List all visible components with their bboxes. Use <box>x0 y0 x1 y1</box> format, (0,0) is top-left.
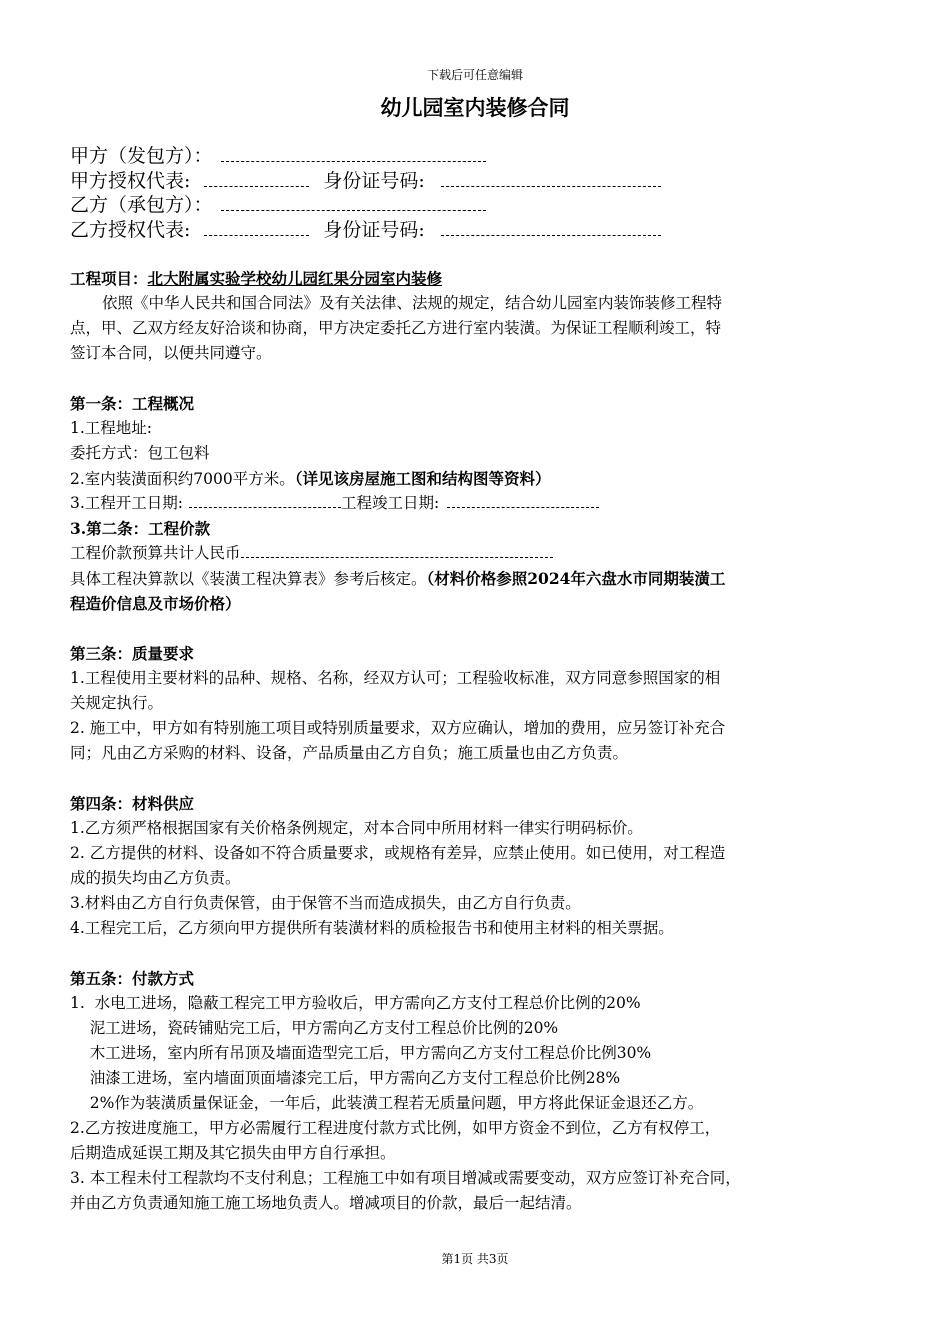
article-5-line: 后期造成延误工期及其它损失由甲方自行承担。 <box>70 1144 396 1162</box>
article-5-line: 3. 本工程未付工程款均不支付利息；工程施工中如有项目增减或需要变动，双方应签订补充合同， <box>70 1169 741 1187</box>
price-reference: （材料价格参照2024年六盘水市同期装潢工 <box>426 569 726 588</box>
area-note: （详见该房屋施工图和结构图等资料） <box>294 469 551 488</box>
article-3-line: 2. 施工中，甲方如有特别施工项目或特别质量要求，双方应确认，增加的费用，应另签订补充合 <box>70 719 726 737</box>
article-2-line-1 <box>70 541 553 566</box>
price-label: 工程价款预算共计人民币 <box>70 544 241 562</box>
start-date-blank[interactable] <box>189 493 341 508</box>
party-b-id-blank[interactable] <box>441 219 661 236</box>
article-5-line: 木工进场，室内所有吊顶及墙面造型完工后，甲方需向乙方支付工程总价比例30% <box>70 1044 652 1062</box>
article-5-line: 1. 水电工进场，隐蔽工程完工甲方验收后，甲方需向乙方支付工程总价比例的20% <box>70 994 641 1012</box>
intro-line-3: 签订本合同，以便共同遵守。 <box>70 344 272 362</box>
party-b-label: 乙方（承包方）： <box>70 194 213 216</box>
party-a-rep-blank[interactable] <box>204 170 309 187</box>
article-5-line: 2%作为装潢质量保证金，一年后，此装潢工程若无质量问题，甲方将此保证金退还乙方。 <box>70 1094 704 1112</box>
party-a-blank[interactable] <box>221 145 486 162</box>
article-5-line: 泥工进场，瓷砖铺贴完工后，甲方需向乙方支付工程总价比例的20% <box>70 1019 559 1037</box>
article-3-title: 第三条：质量要求 <box>70 644 195 663</box>
party-b-rep-label: 乙方授权代表: <box>70 219 191 241</box>
party-b-rep-blank[interactable] <box>204 219 309 236</box>
project-label: 工程项目： <box>70 269 148 288</box>
party-a-label: 甲方（发包方）： <box>70 145 213 167</box>
intro-line-1: 依照《中华人民共和国合同法》及有关法律、法规的规定，结合幼儿园室内装饰装修工程特 <box>102 294 723 312</box>
party-b-rep-line <box>70 218 661 242</box>
article-2-line-3: 程造价信息及市场价格） <box>70 594 241 613</box>
settlement-text: 具体工程决算款以《装潢工程决算表》参考后核定。 <box>70 570 427 588</box>
article-4-line: 成的损失均由乙方负责。 <box>70 869 241 887</box>
article-2-line-2 <box>70 566 725 592</box>
article-4-title: 第四条：材料供应 <box>70 794 195 813</box>
party-a-rep-label: 甲方授权代表: <box>70 170 191 192</box>
article-1-title: 第一条：工程概况 <box>70 394 195 413</box>
article-1-line-2: 委托方式：包工包料 <box>70 444 210 462</box>
party-b-blank[interactable] <box>221 194 486 211</box>
area-text: 2.室内装潢面积约7000平方米。 <box>70 470 295 488</box>
article-5-line: 2.乙方按进度施工，甲方必需履行工程进度付款方式比例，如甲方资金不到位，乙方有权停工， <box>70 1119 721 1137</box>
article-4-line: 2. 乙方提供的材料、设备如不符合质量要求，或规格有差异，应禁止使用。如已使用，对工程造 <box>70 844 726 862</box>
contract-title: 幼儿园室内装修合同 <box>380 96 570 120</box>
article-1-line-4 <box>70 491 599 516</box>
project-line <box>70 266 442 291</box>
id-label-a: 身份证号码: <box>323 170 425 192</box>
end-date-label: 工程竣工日期: <box>341 494 440 512</box>
id-label-b: 身份证号码: <box>323 219 425 241</box>
header-note: 下载后可任意编辑 <box>426 68 523 82</box>
price-blank[interactable] <box>241 543 553 558</box>
party-a-rep-line <box>70 169 661 193</box>
article-1-line-3 <box>70 466 551 492</box>
article-3-line: 关规定执行。 <box>70 694 164 712</box>
page-footer: 第1页 共3页 <box>441 1252 509 1266</box>
article-5-title: 第五条：付款方式 <box>70 969 195 988</box>
article-4-line: 1.乙方须严格根据国家有关价格条例规定，对本合同中所用材料一律实行明码标价。 <box>70 819 643 837</box>
intro-line-2: 点，甲、乙双方经友好洽谈和协商，甲方决定委托乙方进行室内装潢。为保证工程顺利竣工，特 <box>70 319 722 337</box>
party-b-line <box>70 193 486 217</box>
article-4-line: 4.工程完工后，乙方须向甲方提供所有装潢材料的质检报告书和使用主材料的相关票据。 <box>70 919 674 937</box>
end-date-blank[interactable] <box>447 493 599 508</box>
article-3-line: 1.工程使用主要材料的品种、规格、名称，经双方认可；工程验收标准，双方同意参照国家的相 <box>70 669 721 687</box>
article-3-line: 同；凡由乙方采购的材料、设备，产品质量由乙方自负；施工质量也由乙方负责。 <box>70 744 629 762</box>
article-5-line: 油漆工进场，室内墙面顶面墙漆完工后，甲方需向乙方支付工程总价比例28% <box>70 1069 621 1087</box>
article-1-line-1: 1.工程地址: <box>70 419 153 437</box>
party-a-line <box>70 144 486 168</box>
start-date-label: 3.工程开工日期: <box>70 494 184 512</box>
article-2-title: 3.第二条：工程价款 <box>70 519 211 538</box>
article-5-line: 并由乙方负责通知施工施工场地负责人。增减项目的价款，最后一起结清。 <box>70 1194 582 1212</box>
project-name: 北大附属实验学校幼儿园红果分园室内装修 <box>147 269 443 288</box>
party-a-id-blank[interactable] <box>441 170 661 187</box>
article-4-line: 3.材料由乙方自行负责保管，由于保管不当而造成损失，由乙方自行负责。 <box>70 894 581 912</box>
